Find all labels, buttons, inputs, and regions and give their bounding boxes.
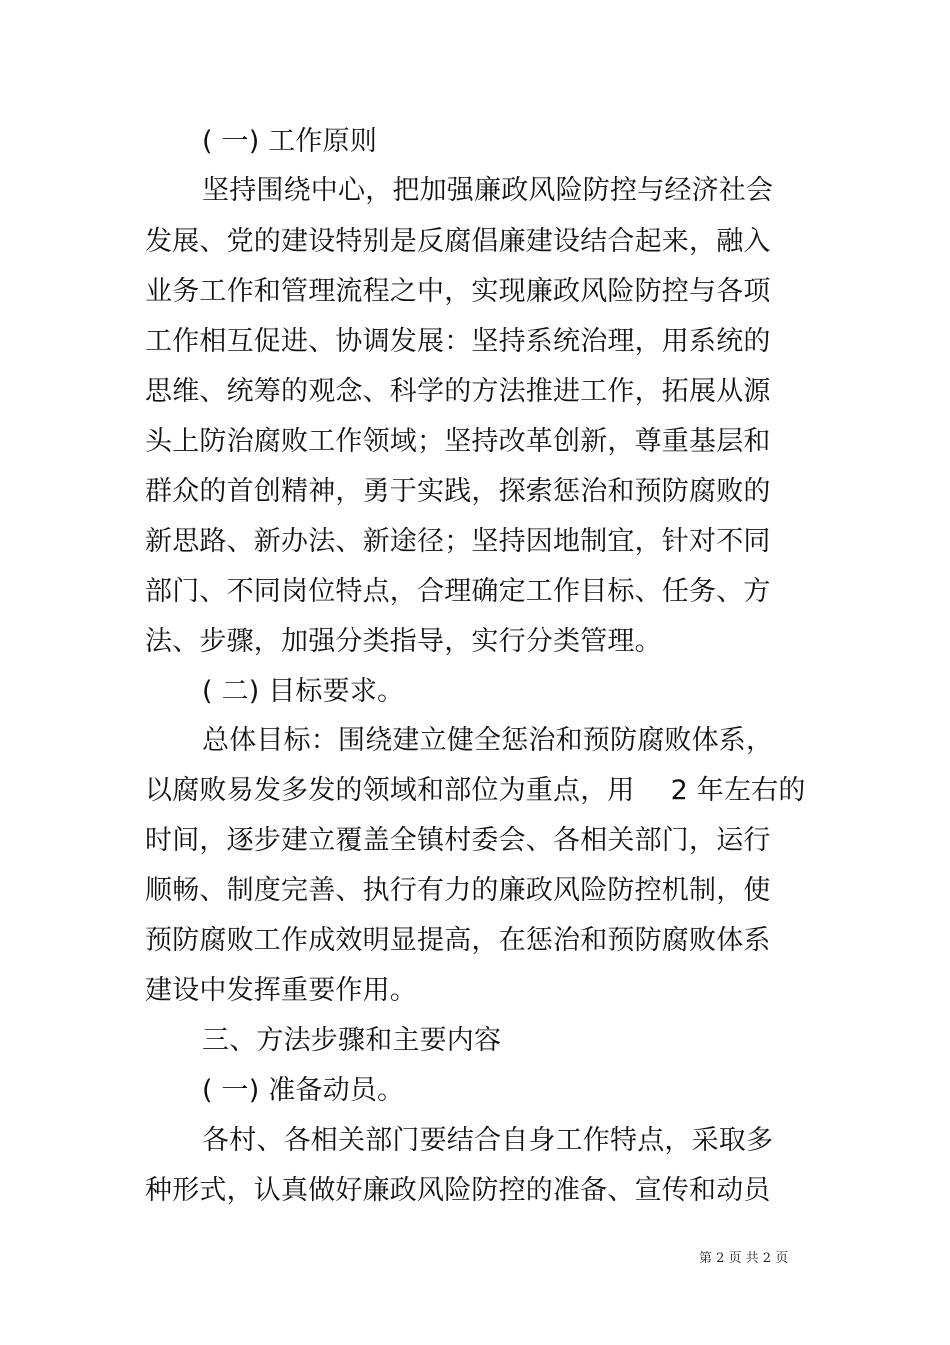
paragraph-line: 顺畅、制度完善、执行有力的廉政风险防控机制，使 — [145, 875, 771, 906]
paragraph-line: 群众的首创精神，勇于实践，探索惩治和预防腐败的 — [145, 476, 771, 507]
paragraph-line: 时间，逐步建立覆盖全镇村委会、各相关部门，运行 — [145, 825, 771, 856]
subsection-heading-preparation: ( 一) 准备动员。 — [202, 1075, 405, 1106]
paragraph-line: 各村、各相关部门要结合自身工作特点，采取多 — [202, 1125, 774, 1156]
paragraph-line: 业务工作和管理流程之中，实现廉政风险防控与各项 — [145, 276, 771, 307]
paragraph-line: 新思路、新办法、新途径；坚持因地制宜，针对不同 — [145, 526, 771, 557]
section-heading-principles: ( 一) 工作原则 — [202, 126, 378, 157]
paragraph-line: 坚持围绕中心，把加强廉政风险防控与经济社会 — [202, 175, 774, 206]
paragraph-line: 工作相互促进、协调发展：坚持系统治理，用系统的 — [145, 326, 771, 357]
paragraph-line: 部门、不同岗位特点，合理确定工作目标、任务、方 — [145, 576, 771, 607]
section-heading-methods: 三、方法步骤和主要内容 — [202, 1025, 502, 1056]
paragraph-line: 以腐败易发多发的领域和部位为重点，用 2 年左右的 — [145, 775, 806, 806]
paragraph-line: 种形式，认真做好廉政风险防控的准备、宣传和动员 — [145, 1175, 771, 1206]
paragraph-line: 思维、统筹的观念、科学的方法推进工作，拓展从源 — [145, 376, 771, 407]
paragraph-line: 发展、党的建设特别是反腐倡廉建设结合起来，融入 — [145, 226, 771, 257]
paragraph-line: 建设中发挥重要作用。 — [145, 975, 417, 1006]
section-heading-goals: ( 二) 目标要求。 — [202, 676, 405, 707]
paragraph-line: 头上防治腐败工作领域；坚持改革创新，尊重基层和 — [145, 426, 771, 457]
paragraph-line: 总体目标：围绕建立健全惩治和预防腐败体系， — [202, 725, 774, 756]
paragraph-line: 预防腐败工作成效明显提高，在惩治和预防腐败体系 — [145, 925, 771, 956]
paragraph-line: 法、步骤，加强分类指导，实行分类管理。 — [145, 626, 662, 657]
page-number-footer: 第 2 页 共 2 页 — [699, 1251, 789, 1266]
